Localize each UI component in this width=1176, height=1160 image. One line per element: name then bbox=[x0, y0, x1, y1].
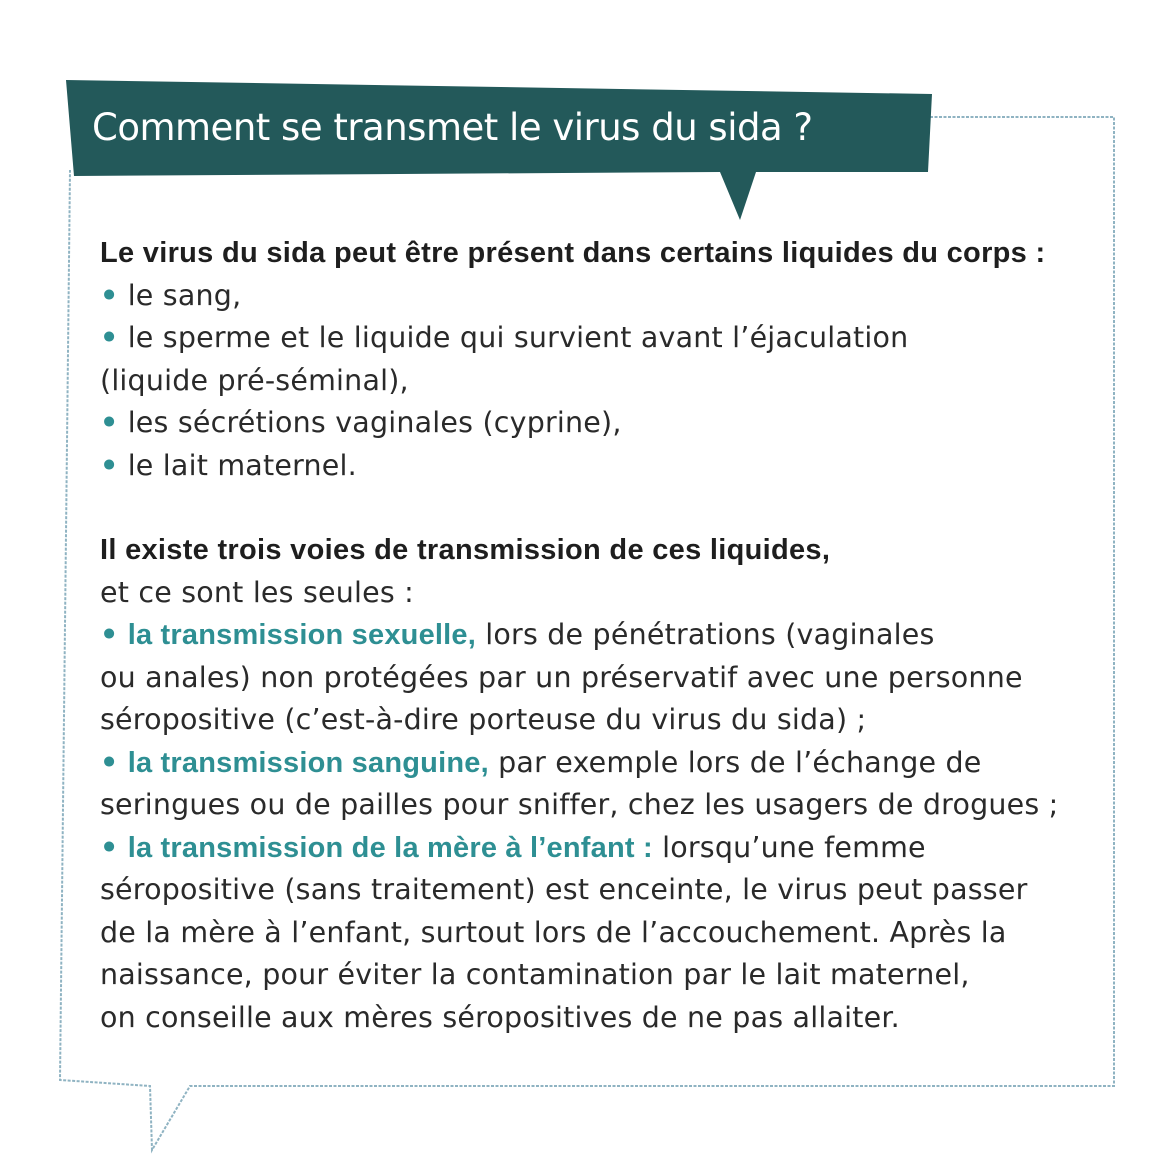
route-item bbox=[100, 742, 1100, 785]
bullet-icon: • bbox=[100, 278, 119, 312]
spacer bbox=[100, 487, 1100, 529]
route-label: la transmission sanguine, bbox=[127, 746, 489, 779]
list-item bbox=[100, 402, 1100, 445]
route-text-line: seringues ou de pailles pour sniffer, chez les usagers de drogues ; bbox=[100, 788, 1059, 821]
list-item-continuation: (liquide pré-séminal), bbox=[100, 363, 409, 397]
page-title: Comment se transmet le virus du sida ? bbox=[92, 106, 813, 149]
bullet-icon: • bbox=[100, 448, 119, 482]
route-text: lorsqu’une femme bbox=[662, 830, 926, 864]
route-item bbox=[100, 614, 1100, 657]
list-item bbox=[100, 317, 1100, 360]
route-label: la transmission sexuelle, bbox=[127, 619, 477, 651]
route-text-line: séropositive (c’est-à-dire porteuse du virus du sida) ; bbox=[100, 703, 867, 736]
route-text-line: ou anales) non protégées par un préservatif avec une personne bbox=[100, 660, 1023, 694]
section2-intro-continuation: et ce sont les seules : bbox=[100, 575, 414, 609]
route-item bbox=[100, 827, 1100, 870]
list-item bbox=[100, 445, 1100, 488]
list-item bbox=[100, 275, 1100, 318]
bullet-icon: • bbox=[100, 321, 119, 354]
route-text-line: séropositive (sans traitement) est enceinte, le virus peut passer bbox=[100, 873, 1028, 906]
section2-intro: Il existe trois voies de transmission de ces liquides, bbox=[100, 534, 831, 566]
section1-intro: Le virus du sida peut être présent dans certains liquides du corps : bbox=[100, 237, 1046, 269]
route-label: la transmission de la mère à l’enfant : bbox=[127, 831, 653, 864]
list-item-text: le lait maternel. bbox=[127, 448, 357, 482]
list-item-text: les sécrétions vaginales (cyprine), bbox=[127, 406, 622, 439]
route-text-line: de la mère à l’enfant, surtout lors de l’accouchement. Après la bbox=[100, 915, 1007, 949]
route-text: par exemple lors de l’échange de bbox=[498, 745, 982, 779]
bullet-icon: • bbox=[100, 618, 119, 651]
list-item-text: le sang, bbox=[127, 278, 242, 312]
bullet-icon: • bbox=[100, 406, 119, 439]
bullet-icon: • bbox=[100, 745, 119, 779]
bullet-icon: • bbox=[100, 830, 119, 864]
main-content bbox=[100, 232, 1100, 1039]
list-item-text: le sperme et le liquide qui survient avant l’éjaculation bbox=[127, 321, 909, 354]
route-text: lors de pénétrations (vaginales bbox=[485, 618, 935, 651]
route-text-line: on conseille aux mères séropositives de ne pas allaiter. bbox=[100, 1000, 900, 1034]
route-text-line: naissance, pour éviter la contamination par le lait maternel, bbox=[100, 958, 970, 991]
